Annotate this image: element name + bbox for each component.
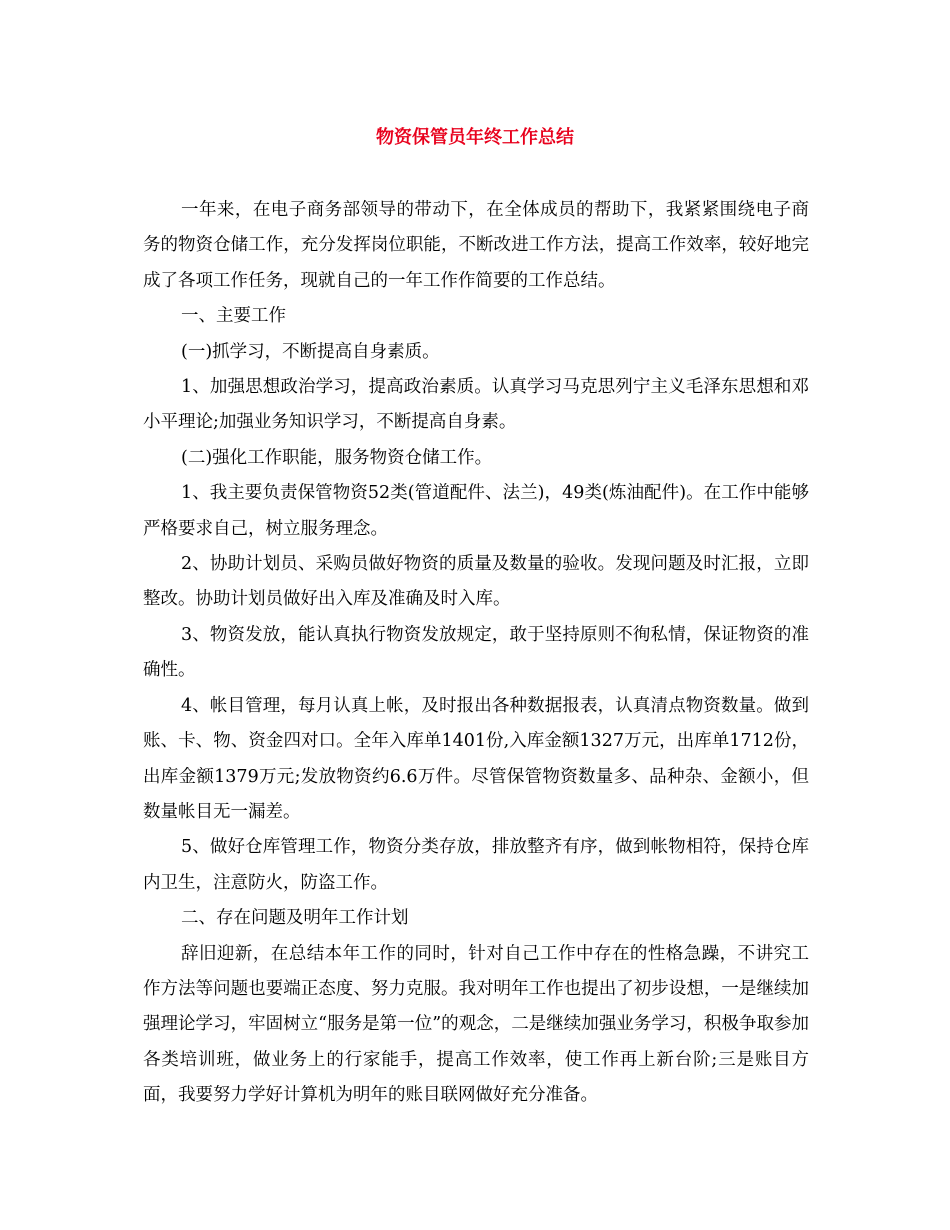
paragraph-duties-1: 1、我主要负责保管物资52类(管道配件、法兰)，49类(炼油配件)。在工作中能够严格要求自己，树立服务理念。 xyxy=(143,483,809,539)
section-heading-main-work: 一、主要工作 xyxy=(181,306,286,327)
section-heading-problems-plan: 二、存在问题及明年工作计划 xyxy=(181,908,409,929)
subsection-heading-study: (一)抓学习，不断提高自身素质。 xyxy=(181,341,440,362)
document-title: 物资保管员年终工作总结 xyxy=(376,127,574,148)
paragraph-duties-5: 5、做好仓库管理工作，物资分类存放，排放整齐有序，做到帐物相符，保持仓库内卫生，注意防火，防盗工作。 xyxy=(143,837,809,893)
document-body xyxy=(143,193,809,1114)
paragraph-duties-2: 2、协助计划员、采购员做好物资的质量及数量的验收。发现问题及时汇报，立即整改。协助计划员做好出入库及准确及时入库。 xyxy=(143,554,809,610)
paragraph-plan: 辞旧迎新，在总结本年工作的同时，针对自己工作中存在的性格急躁，不讲究工作方法等问题也要端正态度、努力克服。我对明年工作也提出了初步设想，一是继续加强理论学习，牢固树立“服务是第一位”的观念，二是继续加强业务学习，积极争取参加各类培训班，做业务上的行家能手，提高工作效率，使工作再上新台阶;三是账目方面，我要努力学好计算机为明年的账目联网做好充分准备。 xyxy=(143,943,809,1106)
paragraph-study-1: 1、加强思想政治学习，提高政治素质。认真学习马克思列宁主义毛泽东思想和邓小平理论;加强业务知识学习，不断提高自身素。 xyxy=(143,377,809,433)
paragraph-duties-3: 3、物资发放，能认真执行物资发放规定，敢于坚持原则不徇私情，保证物资的准确性。 xyxy=(143,624,809,681)
subsection-heading-duties: (二)强化工作职能，服务物资仓储工作。 xyxy=(181,447,493,468)
paragraph-duties-4: 4、帐目管理，每月认真上帐，及时报出各种数据报表，认真清点物资数量。做到账、卡、物、资金四对口。全年入库单1401份,入库金额1327万元，出库单1712份，出库金额1379万元;发放物资约6.6万件。尽管保管物资数量多、品种杂、金额小，但数量帐目无一漏差。 xyxy=(143,695,809,822)
paragraph-intro: 一年来，在电子商务部领导的带动下，在全体成员的帮助下，我紧紧围绕电子商务的物资仓储工作，充分发挥岗位职能，不断改进工作方法，提高工作效率，较好地完成了各项工作任务，现就自己的一年工作作简要的工作总结。 xyxy=(143,200,809,291)
